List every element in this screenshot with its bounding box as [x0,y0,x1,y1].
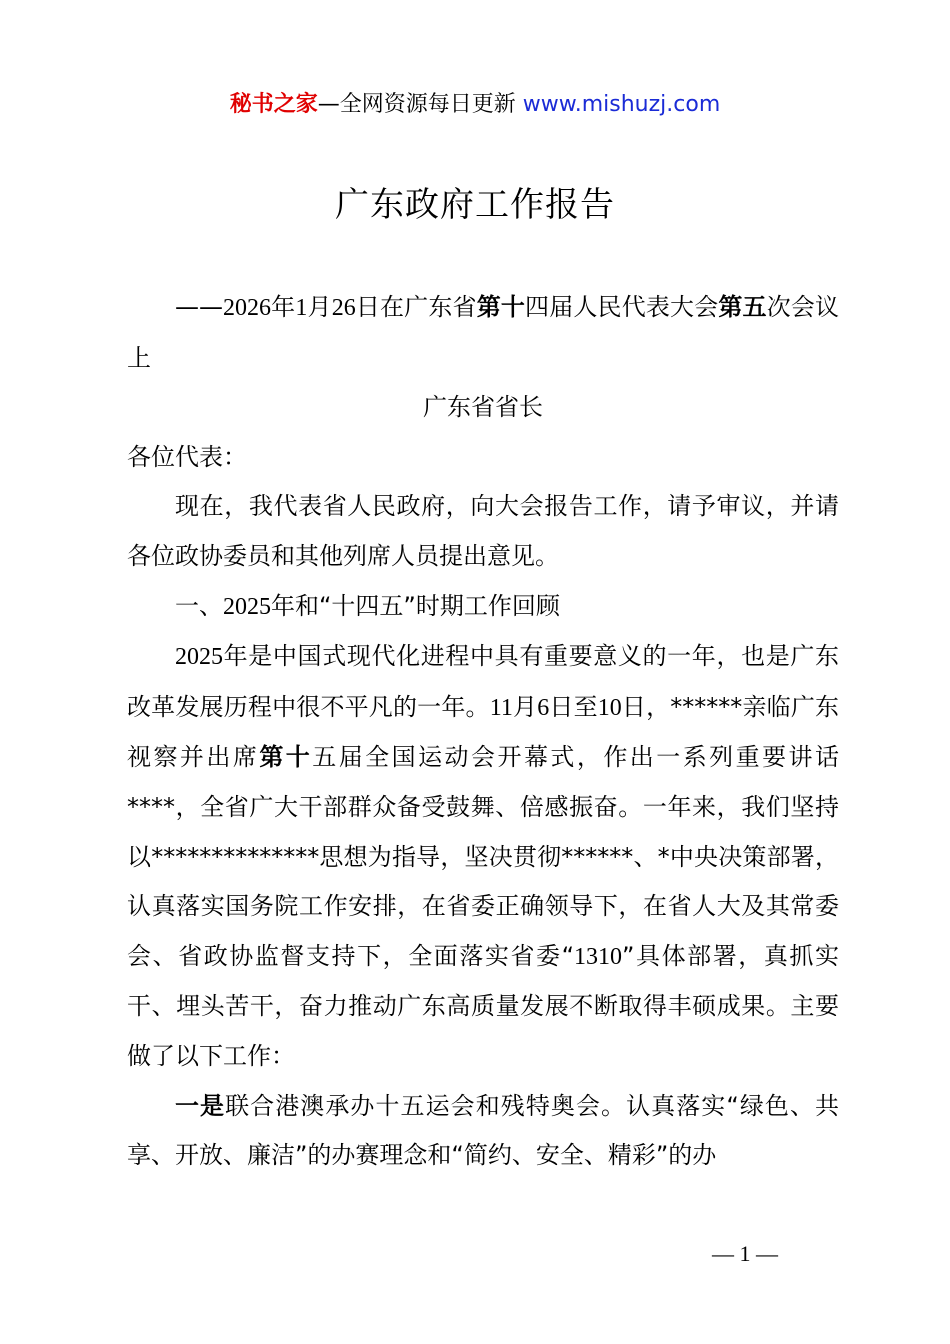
para-day: 6 [537,694,550,721]
para-month: 11 [489,694,513,721]
subtitle-text: 年 [271,293,296,321]
para-text: 五届全国运动会开幕式，作出一系列重要讲话****，全省广大干部群众备受鼓舞、倍感振奋。一年来，我们坚持以**************思想为指导，坚决贯彻******、*中央决策部署，认真落实国务院工作安排，在省委正确领导下，在省人大及其常委会、省政协监督支持下，全面落实省委“ [127,743,840,970]
page-number: — 1 — [712,1241,778,1266]
subtitle-text: 四届人民代表大会 [525,293,719,321]
review-paragraph [127,632,839,1081]
section-heading [127,582,839,633]
para-text: 日至 [549,692,598,721]
watermark-url-link[interactable]: www.mishuzj.com [522,92,721,117]
watermark-slogan: —全网资源每日更新 [317,92,523,117]
salutation: 各位代表： [127,442,247,471]
subtitle-year: 2026 [223,295,271,321]
section-year: 2025 [223,593,271,620]
para-code: 1310 [574,943,623,970]
work-item-paragraph [127,1082,839,1181]
watermark-header [0,90,950,120]
para-day: 10 [597,694,622,721]
subtitle-dash: —— [175,293,223,321]
speaker-line: 广东省省长 [423,393,543,422]
work-item-text: 联合港澳承办十五运会和残特奥会。认真落实“绿色、共享、开放、廉洁”的办赛理念和“简约、安全、精彩”的办 [127,1091,839,1170]
para-text: 日，******亲临广东视察并出席 [127,692,840,772]
subtitle-text: 月 [307,293,332,321]
para-text: 年是中国式现代化进程中具有重要意义的一年，也是广东改革发展历程中很不平凡的一年。 [127,642,839,721]
para-bold: 第十 [259,743,313,772]
subtitle-day: 26 [331,295,356,321]
work-item-label: 一是 [175,1091,226,1120]
watermark-site-name: 秘书之家 [229,92,318,117]
subtitle-month: 1 [295,295,308,321]
para-text: 月 [512,692,538,721]
subtitle-line [127,283,839,383]
subtitle-text: 日在广东省 [355,293,477,321]
section-title: 年和“十四五”时期工作回顾 [271,591,560,620]
subtitle-bold: 第五 [718,293,767,321]
section-number: 一、 [175,591,223,620]
para-year: 2025 [175,644,223,671]
document-title: 广东政府工作报告 [335,185,615,225]
subtitle-text: 次会议上 [127,293,840,372]
document-body [127,283,839,1181]
para-text: ”具体部署，真抓实干、埋头苦干，奋力推动广东高质量发展不断取得丰硕成果。主要做了以下工作： [127,941,840,1070]
subtitle-bold: 第十 [476,293,526,321]
intro-paragraph: 现在，我代表省人民政府，向大会报告工作，请予审议，并请各位政协委员和其他列席人员提出意见。 [127,492,839,570]
